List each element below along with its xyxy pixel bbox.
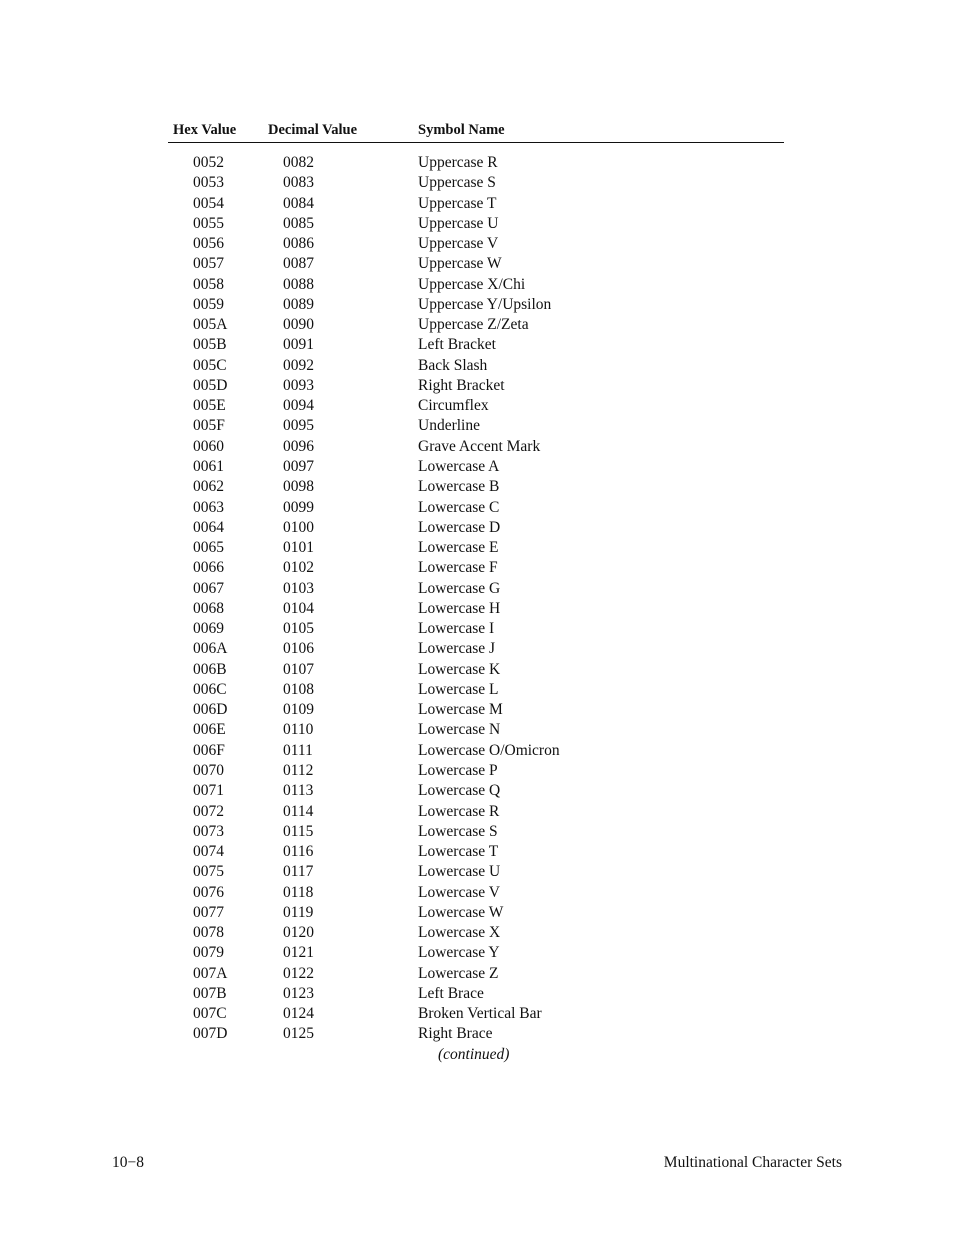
symbol-name: Circumflex <box>418 397 489 415</box>
hex-value: 006A <box>193 640 228 658</box>
decimal-value: 0088 <box>283 275 314 293</box>
table-row <box>168 518 784 538</box>
table-row <box>168 295 784 315</box>
symbol-name: Lowercase S <box>418 822 498 840</box>
decimal-value: 0104 <box>283 599 314 617</box>
hex-value: 005E <box>193 397 226 415</box>
table-row <box>168 761 784 781</box>
hex-value: 0073 <box>193 822 224 840</box>
table-header <box>168 120 784 143</box>
hex-value: 0066 <box>193 559 224 577</box>
table-row <box>168 194 784 214</box>
hex-value: 0055 <box>193 214 224 232</box>
symbol-name: Uppercase Z/Zeta <box>418 316 529 334</box>
hex-value: 005B <box>193 336 227 354</box>
table-row <box>168 376 784 396</box>
page-number: 10−8 <box>112 1154 144 1171</box>
symbol-name: Left Bracket <box>418 336 496 354</box>
decimal-value: 0108 <box>283 680 314 698</box>
symbol-name: Right Brace <box>418 1025 493 1043</box>
hex-value: 0057 <box>193 255 224 273</box>
symbol-name: Lowercase M <box>418 701 503 719</box>
table-row <box>168 822 784 842</box>
hex-value: 006B <box>193 660 227 678</box>
table-row <box>168 680 784 700</box>
symbol-name: Uppercase X/Chi <box>418 275 526 293</box>
symbol-name: Lowercase P <box>418 761 498 779</box>
table-row <box>168 741 784 761</box>
table-row <box>168 254 784 274</box>
symbol-name: Lowercase U <box>418 863 501 881</box>
decimal-value: 0099 <box>283 498 314 516</box>
symbol-name: Lowercase I <box>418 620 495 638</box>
hex-value: 0078 <box>193 924 224 942</box>
table-row <box>168 477 784 497</box>
table-row <box>168 1024 784 1044</box>
symbol-name: Broken Vertical Bar <box>418 1005 542 1023</box>
hex-value: 007C <box>193 1005 227 1023</box>
hex-value: 0063 <box>193 498 224 516</box>
hex-value: 007D <box>193 1025 228 1043</box>
hex-value: 0077 <box>193 903 224 921</box>
decimal-value: 0118 <box>283 883 314 901</box>
symbol-name: Lowercase N <box>418 721 501 739</box>
symbol-name: Lowercase V <box>418 883 500 901</box>
table-row <box>168 781 784 801</box>
decimal-value: 0084 <box>283 194 314 212</box>
symbol-name: Uppercase U <box>418 214 499 232</box>
decimal-value: 0106 <box>283 640 314 658</box>
decimal-value: 0086 <box>283 235 314 253</box>
hex-value: 0058 <box>193 275 224 293</box>
decimal-value: 0125 <box>283 1025 314 1043</box>
decimal-value: 0094 <box>283 397 314 415</box>
table-row <box>168 660 784 680</box>
hex-value: 0068 <box>193 599 224 617</box>
symbol-name: Right Bracket <box>418 376 505 394</box>
symbol-name: Lowercase H <box>418 599 501 617</box>
decimal-value: 0111 <box>283 741 313 759</box>
table-row <box>168 234 784 254</box>
table-body <box>168 153 784 1045</box>
symbol-name: Lowercase O/Omicron <box>418 741 560 759</box>
table-row <box>168 883 784 903</box>
decimal-value: 0109 <box>283 701 314 719</box>
table-row <box>168 700 784 720</box>
symbol-name: Underline <box>418 417 480 435</box>
table-row <box>168 416 784 436</box>
hex-value: 007A <box>193 964 228 982</box>
table-row <box>168 943 784 963</box>
decimal-value: 0092 <box>283 356 314 374</box>
table-row <box>168 579 784 599</box>
symbol-name: Lowercase Y <box>418 944 500 962</box>
hex-value: 0054 <box>193 194 224 212</box>
hex-value: 0059 <box>193 295 224 313</box>
decimal-value: 0121 <box>283 944 314 962</box>
decimal-value: 0113 <box>283 782 314 800</box>
hex-value: 0060 <box>193 437 224 455</box>
hex-value: 0071 <box>193 782 224 800</box>
decimal-value: 0085 <box>283 214 314 232</box>
hex-value: 0069 <box>193 620 224 638</box>
continued-note: (continued) <box>438 1046 510 1063</box>
symbol-name: Lowercase W <box>418 903 504 921</box>
hex-value: 0072 <box>193 802 224 820</box>
table-row <box>168 558 784 578</box>
symbol-name: Lowercase F <box>418 559 498 577</box>
decimal-value: 0101 <box>283 539 314 557</box>
table-row <box>168 396 784 416</box>
decimal-value: 0097 <box>283 457 314 475</box>
symbol-name: Uppercase S <box>418 174 496 192</box>
table-row <box>168 153 784 173</box>
symbol-name: Uppercase R <box>418 154 498 171</box>
decimal-value: 0110 <box>283 721 314 739</box>
symbol-name: Grave Accent Mark <box>418 437 541 455</box>
symbol-name: Uppercase V <box>418 235 499 253</box>
hex-value: 0076 <box>193 883 224 901</box>
decimal-value: 0096 <box>283 437 314 455</box>
decimal-value: 0105 <box>283 620 314 638</box>
decimal-value: 0115 <box>283 822 314 840</box>
hex-value: 006F <box>193 741 225 759</box>
column-header-hex: Hex Value <box>173 122 237 138</box>
decimal-value: 0119 <box>283 903 314 921</box>
table-row <box>168 356 784 376</box>
table-row <box>168 437 784 457</box>
symbol-name: Lowercase K <box>418 660 501 678</box>
symbol-name: Lowercase C <box>418 498 500 516</box>
symbol-name: Back Slash <box>418 356 488 374</box>
decimal-value: 0102 <box>283 559 314 577</box>
hex-value: 005D <box>193 376 228 394</box>
decimal-value: 0100 <box>283 518 314 536</box>
table-row <box>168 538 784 558</box>
hex-value: 006D <box>193 701 228 719</box>
symbol-name: Uppercase Y/Upsilon <box>418 295 552 313</box>
table-row <box>168 498 784 518</box>
decimal-value: 0082 <box>283 154 314 171</box>
hex-value: 005F <box>193 417 225 435</box>
hex-value: 0074 <box>193 843 224 861</box>
decimal-value: 0095 <box>283 417 314 435</box>
column-header-decimal: Decimal Value <box>268 122 358 138</box>
table-row <box>168 720 784 740</box>
hex-value: 0052 <box>193 154 224 171</box>
table-row <box>168 903 784 923</box>
hex-value: 0064 <box>193 518 224 536</box>
table-row <box>168 619 784 639</box>
column-header-symbol: Symbol Name <box>418 122 505 138</box>
table-row <box>168 599 784 619</box>
table-row <box>168 275 784 295</box>
symbol-name: Uppercase W <box>418 255 502 273</box>
decimal-value: 0124 <box>283 1005 314 1023</box>
decimal-value: 0116 <box>283 843 314 861</box>
table-row <box>168 964 784 984</box>
symbol-name: Lowercase J <box>418 640 496 658</box>
hex-value: 005C <box>193 356 227 374</box>
hex-value: 0053 <box>193 174 224 192</box>
hex-value: 006E <box>193 721 226 739</box>
symbol-name: Lowercase D <box>418 518 501 536</box>
decimal-value: 0117 <box>283 863 314 881</box>
decimal-value: 0098 <box>283 478 314 496</box>
table-row <box>168 315 784 335</box>
symbol-name: Lowercase R <box>418 802 500 820</box>
table-row <box>168 802 784 822</box>
hex-value: 0056 <box>193 235 224 253</box>
table-row <box>168 335 784 355</box>
decimal-value: 0120 <box>283 924 314 942</box>
decimal-value: 0123 <box>283 984 314 1002</box>
hex-value: 0070 <box>193 761 224 779</box>
hex-value: 0061 <box>193 457 224 475</box>
decimal-value: 0122 <box>283 964 314 982</box>
symbol-name: Lowercase T <box>418 843 499 861</box>
symbol-name: Lowercase Z <box>418 964 499 982</box>
symbol-name: Lowercase B <box>418 478 500 496</box>
table-row <box>168 842 784 862</box>
symbol-name: Left Brace <box>418 984 484 1002</box>
table-row <box>168 1004 784 1024</box>
hex-value: 006C <box>193 680 227 698</box>
table-row <box>168 173 784 193</box>
symbol-name: Lowercase Q <box>418 782 501 800</box>
symbol-name: Lowercase E <box>418 539 499 557</box>
symbol-name: Lowercase A <box>418 457 500 475</box>
table-row <box>168 639 784 659</box>
hex-value: 005A <box>193 316 228 334</box>
table-row <box>168 457 784 477</box>
decimal-value: 0087 <box>283 255 314 273</box>
hex-value: 0067 <box>193 579 224 597</box>
decimal-value: 0114 <box>283 802 314 820</box>
table-row <box>168 862 784 882</box>
symbol-name: Lowercase G <box>418 579 501 597</box>
hex-value: 0065 <box>193 539 224 557</box>
table-row <box>168 923 784 943</box>
table-row <box>168 984 784 1004</box>
table-row <box>168 214 784 234</box>
decimal-value: 0090 <box>283 316 314 334</box>
hex-value: 0075 <box>193 863 224 881</box>
symbol-name: Lowercase L <box>418 680 499 698</box>
decimal-value: 0107 <box>283 660 314 678</box>
decimal-value: 0112 <box>283 761 314 779</box>
decimal-value: 0089 <box>283 295 314 313</box>
decimal-value: 0083 <box>283 174 314 192</box>
footer-section-title: Multinational Character Sets <box>663 1154 842 1171</box>
decimal-value: 0093 <box>283 376 314 394</box>
symbol-name: Lowercase X <box>418 924 501 942</box>
hex-value: 0062 <box>193 478 224 496</box>
hex-value: 0079 <box>193 944 224 962</box>
hex-value: 007B <box>193 984 227 1002</box>
decimal-value: 0091 <box>283 336 314 354</box>
symbol-name: Uppercase T <box>418 194 497 212</box>
decimal-value: 0103 <box>283 579 314 597</box>
